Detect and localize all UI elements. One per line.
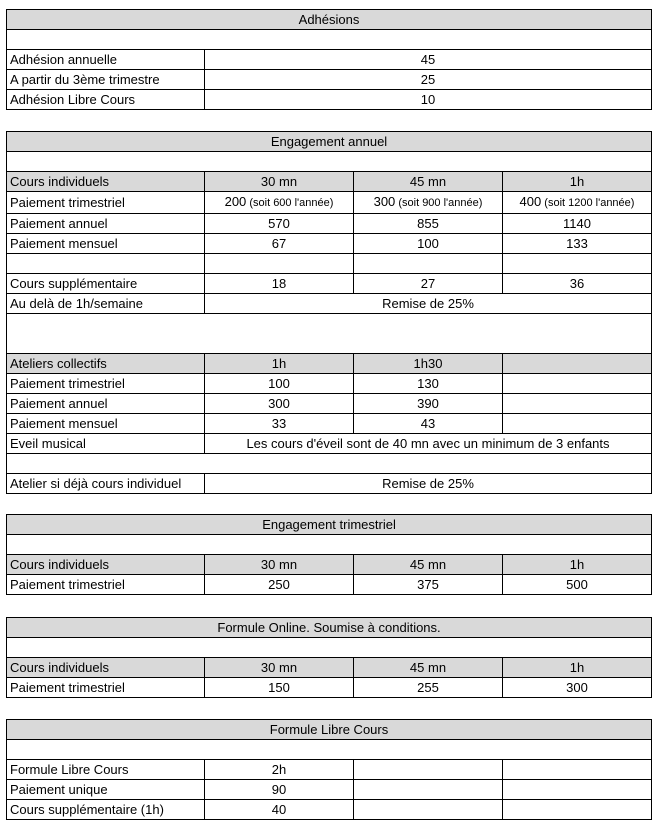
table-header-row — [7, 172, 652, 192]
row-value: 18 — [205, 274, 354, 294]
blank-row — [7, 314, 652, 354]
row-label: Atelier si déjà cours individuel — [7, 474, 205, 494]
header-1h: 1h — [503, 172, 652, 192]
table-row — [7, 678, 652, 698]
header-45mn: 45 mn — [354, 172, 503, 192]
row-value: 2h — [205, 760, 354, 780]
row-value: 375 — [354, 575, 503, 595]
table-row — [7, 90, 652, 110]
row-value: 500 — [503, 575, 652, 595]
row-value: 390 — [354, 394, 503, 414]
annuel-title: Engagement annuel — [7, 132, 652, 152]
blank-row — [7, 30, 652, 50]
row-value: 36 — [503, 274, 652, 294]
row-label: Eveil musical — [7, 434, 205, 454]
header-1h: 1h — [205, 354, 354, 374]
table-row — [7, 780, 652, 800]
table-row — [7, 192, 652, 214]
table-row — [7, 70, 652, 90]
row-value: 100 — [354, 234, 503, 254]
table-row — [7, 374, 652, 394]
table-row — [7, 434, 652, 454]
blank-row — [7, 254, 652, 274]
table-row — [7, 274, 652, 294]
row-value: 10 — [205, 90, 652, 110]
row-label: Formule Libre Cours — [7, 760, 205, 780]
header-45mn: 45 mn — [354, 658, 503, 678]
row-value: 300 — [503, 678, 652, 698]
row-value: Les cours d'éveil sont de 40 mn avec un minimum de 3 enfants — [205, 434, 652, 454]
row-value: Remise de 25% — [205, 474, 652, 494]
header-label: Cours individuels — [7, 658, 205, 678]
row-label: Au delà de 1h/semaine — [7, 294, 205, 314]
table-row — [7, 414, 652, 434]
row-value: 27 — [354, 274, 503, 294]
row-label: Paiement trimestriel — [7, 374, 205, 394]
header-30mn: 30 mn — [205, 658, 354, 678]
header-1h: 1h — [503, 555, 652, 575]
header-45mn: 45 mn — [354, 555, 503, 575]
row-label: Adhésion annuelle — [7, 50, 205, 70]
header-label: Cours individuels — [7, 172, 205, 192]
table-row — [7, 394, 652, 414]
row-value: 100 — [205, 374, 354, 394]
row-value: 90 — [205, 780, 354, 800]
header-1h30: 1h30 — [354, 354, 503, 374]
adhesions-table — [6, 9, 652, 110]
header-label: Cours individuels — [7, 555, 205, 575]
engagement-trimestriel-table — [6, 514, 652, 595]
blank-row — [7, 638, 652, 658]
row-value: 300 (soit 900 l'année) — [354, 192, 503, 214]
row-label: Paiement annuel — [7, 214, 205, 234]
table-row — [7, 474, 652, 494]
engagement-annuel-table — [6, 131, 652, 494]
row-value: 150 — [205, 678, 354, 698]
libre-title: Formule Libre Cours — [7, 720, 652, 740]
table-row — [7, 214, 652, 234]
row-value: 25 — [205, 70, 652, 90]
row-value: 570 — [205, 214, 354, 234]
row-label: Paiement trimestriel — [7, 678, 205, 698]
table-header-row — [7, 555, 652, 575]
table-row — [7, 234, 652, 254]
table-row — [7, 50, 652, 70]
formule-online-table — [6, 617, 652, 698]
row-label: Paiement unique — [7, 780, 205, 800]
blank-row — [7, 152, 652, 172]
row-label: Cours supplémentaire — [7, 274, 205, 294]
row-label: Paiement trimestriel — [7, 575, 205, 595]
row-label: Paiement trimestriel — [7, 192, 205, 214]
table-header-row — [7, 354, 652, 374]
table-row — [7, 800, 652, 820]
row-label: Paiement mensuel — [7, 234, 205, 254]
header-30mn: 30 mn — [205, 172, 354, 192]
formule-libre-cours-table — [6, 719, 652, 820]
header-empty — [503, 354, 652, 374]
header-1h: 1h — [503, 658, 652, 678]
row-value: 250 — [205, 575, 354, 595]
row-value: 1140 — [503, 214, 652, 234]
row-value: 255 — [354, 678, 503, 698]
blank-row — [7, 535, 652, 555]
table-row — [7, 575, 652, 595]
row-label: Adhésion Libre Cours — [7, 90, 205, 110]
online-title: Formule Online. Soumise à conditions. — [7, 618, 652, 638]
blank-row — [7, 454, 652, 474]
row-value: 200 (soit 600 l'année) — [205, 192, 354, 214]
row-value: 400 (soit 1200 l'année) — [503, 192, 652, 214]
header-label: Ateliers collectifs — [7, 354, 205, 374]
row-value: 133 — [503, 234, 652, 254]
row-value: 855 — [354, 214, 503, 234]
row-value: 40 — [205, 800, 354, 820]
trimestriel-title: Engagement trimestriel — [7, 515, 652, 535]
row-value: 45 — [205, 50, 652, 70]
table-header-row — [7, 658, 652, 678]
table-row — [7, 294, 652, 314]
row-value: 130 — [354, 374, 503, 394]
row-value: 67 — [205, 234, 354, 254]
row-label: Paiement mensuel — [7, 414, 205, 434]
row-value: 300 — [205, 394, 354, 414]
row-value: 43 — [354, 414, 503, 434]
row-value: Remise de 25% — [205, 294, 652, 314]
blank-row — [7, 740, 652, 760]
row-label: A partir du 3ème trimestre — [7, 70, 205, 90]
header-30mn: 30 mn — [205, 555, 354, 575]
table-row — [7, 760, 652, 780]
row-label: Paiement annuel — [7, 394, 205, 414]
row-label: Cours supplémentaire (1h) — [7, 800, 205, 820]
row-value: 33 — [205, 414, 354, 434]
adhesions-title: Adhésions — [7, 10, 652, 30]
